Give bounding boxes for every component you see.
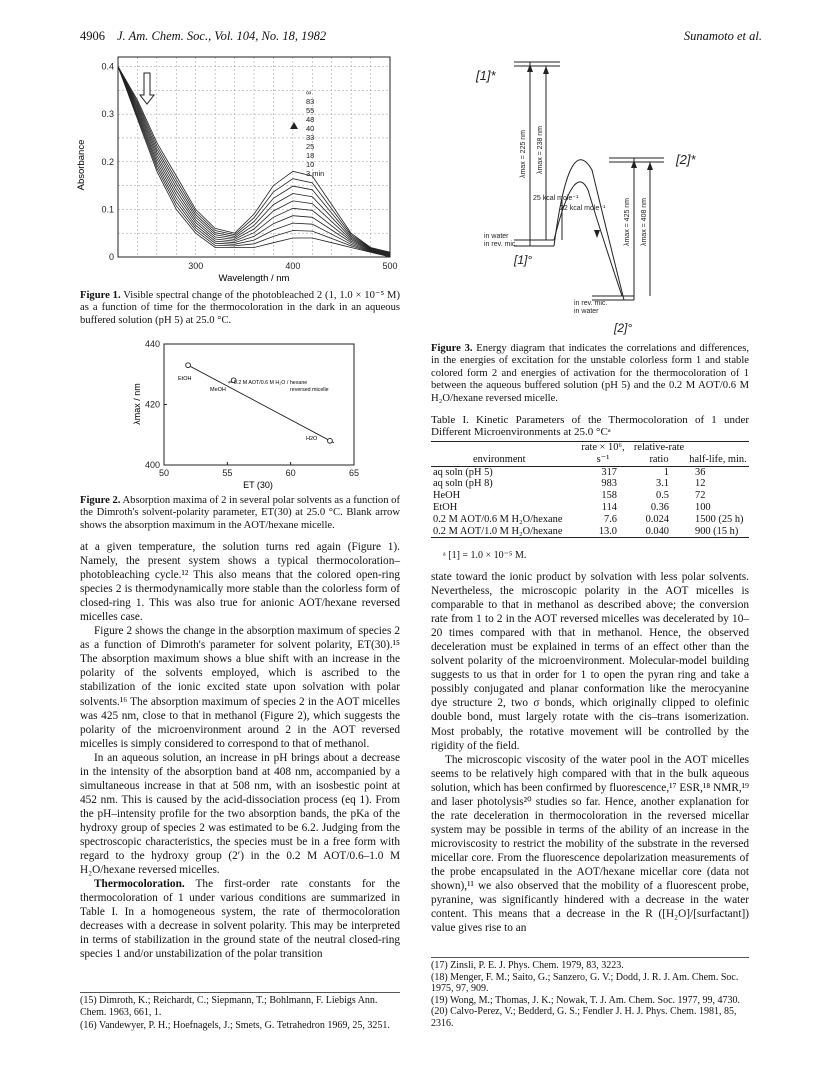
figure1-ytick-label: 0.1 (101, 204, 114, 215)
table1-header-rate: rate × 10⁶, s⁻¹ (581, 442, 625, 465)
table1-body (431, 466, 749, 538)
figure2-xtick-label: 50 (158, 468, 170, 478)
figure1-ytick-label: 0.4 (101, 61, 114, 72)
figure1-xtick-label: 500 (382, 261, 398, 271)
table-cell: 114 (601, 501, 617, 513)
table1-header-halflife: half-life, min. (689, 453, 747, 465)
table-cell: 100 (695, 501, 711, 513)
figure1-time-label: 3 min (306, 169, 325, 178)
running-authors: Sunamoto et al. (683, 29, 762, 43)
figure1-down-arrow (140, 73, 154, 104)
right-paragraph-1: state toward the ionic product by solvation with less polar solvents. Nevertheless, the microscopic polarity in the AOT micelles is comparable to that in methanol as described above; the conversion rate from 1 to 2 in the AOT reversed micelles was decelerated by 10–20 times compared with that in methanol. Hence, the observed deceleration must be explained in terms of an effect other than the solvent polarity of the microenvironment. Molecular-model building suggests to us that in order for 1 to open the pyran ring and take a possibly conjugated and planar conformation like the merocyanine dye structure 2, two σ bonds, which originally clipped to olefinic double bond, must largely rotate with the cis–trans isomerization. Most probably, the rotative movement will be controlled by the rigidity of the field. (431, 571, 749, 752)
figure1-up-arrow (290, 122, 298, 129)
lambda-408: λmax = 408 nm (641, 197, 648, 247)
figure2-axis-ticks (145, 339, 359, 478)
figure1-time-label: 83 (306, 97, 315, 106)
table-row (431, 490, 749, 502)
figure2-ytick-label: 400 (144, 460, 160, 470)
energy-22: 22 kcal mole⁻¹ (560, 205, 606, 212)
env-water-2: in water (574, 308, 599, 315)
figure2-caption: Figure 2. Absorption maxima of 2 in several polar solvents as a function of the Dimroth's solvent-polarity parameter, ET(30) at 25.0 °C. Blank arrow shows the absorption maximum in the AOT/hexane micelle. (80, 495, 400, 531)
label-1-excited: [1]* (476, 68, 496, 83)
label-2-excited: [2]* (676, 152, 696, 167)
lambda-225: λmax = 225 nm (520, 129, 527, 179)
table-row (431, 478, 749, 490)
figure2-label-etoh: EtOH (178, 376, 192, 382)
table-cell: 983 (601, 478, 617, 490)
figure2-marks (186, 363, 334, 443)
left-paragraph-3: In an aqueous solution, an increase in pH brings about a decrease in the intensity of the absorption band at 408 nm, accompanied by a simultaneous increase in that at 508 nm, with an isosbestic point at 452 nm. This is caused by the acid-dissociation process (eq 1). From the pH–intensity profile for the two absorption bands, the pKa of the hydroxy group of species 2 was estimated to be 6.2. Judging from the spectroscopic characteristics, the species must be in a free form with regard to the hydroxy group (2′) in the 0.2 M AOT/0.6–1.0 M H₂O/hexane reversed micelles. (80, 751, 400, 877)
label-2-ground: [2]° (614, 321, 633, 335)
figure2-point (328, 438, 333, 443)
table-cell: EtOH (433, 501, 458, 513)
page-number: 4906 (80, 29, 105, 43)
right-footnote-rule (431, 957, 749, 958)
env-revmic-1: in rev. mic. (484, 241, 518, 248)
table1 (431, 441, 749, 538)
left-paragraph-2: Figure 2 shows the change in the absorption maximum of species 2 as a function of Dimroth's parameter for solvent polarity, ET(30).¹⁵ The absorption maximum shows a blue shift with an increase in the polarity of the solvents employed, which is ascribed to the stabilization of the ionic excited state upon solvation with polar solvents.¹⁶ The absorption maximum of species 2 in the AOT micelles was 425 nm, close to that in methanol (Figure 2), which suggests the polarity of the microenvironment around 2 in the AOT reversed micelles is simply considered to correspond to that of methanol. (80, 625, 400, 750)
journal-citation: J. Am. Chem. Soc., Vol. 104, No. 18, 1982 (117, 29, 327, 43)
figure2-note-line1: ⇐ 0.2 M AOT/0.6 M H₂O / hexane (228, 380, 308, 386)
figure2-label-h2o: H2O (306, 436, 318, 442)
figure1-time-label: 33 (306, 133, 315, 142)
lambda-425: λmax = 425 nm (624, 197, 631, 247)
table1-title: Table I. Kinetic Parameters of the Thermocoloration of 1 under Different Microenvironments at 25.0 °Cᵃ (431, 414, 749, 439)
figure2-label-meoh: MeOH (210, 387, 226, 393)
table-cell: 7.6 (604, 513, 617, 525)
figure2-ytick-label: 440 (144, 339, 160, 349)
figure1-ylabel: Absorbance (76, 139, 87, 191)
table-row (431, 502, 749, 514)
figure1-ytick-label: 0.3 (101, 109, 114, 120)
table-row (431, 514, 749, 526)
figure1-xtick-label: 300 (188, 261, 204, 271)
table-cell: 12 (695, 478, 706, 490)
table-row (431, 526, 749, 538)
table-cell: 158 (601, 490, 617, 502)
table-cell: 0.5 (656, 490, 669, 502)
figure1-time-labels (306, 88, 324, 178)
figure1-time-label: 48 (306, 115, 315, 124)
figure1-time-label: 55 (306, 106, 315, 115)
table-cell: 36 (695, 466, 706, 478)
left-footnotes: (15) Dimroth, K.; Reichardt, C.; Siepmann, T.; Bohlmann, F. Liebigs Ann. Chem. 1963, 661, 1. (16) Vandewyer, P. H.; Hoefnagels, J.; Smets, G. Tetrahedron 1969, 25, 3251. (80, 995, 390, 1032)
table-cell: 1 (663, 466, 669, 478)
table-row (431, 466, 749, 478)
table1-header-ratio: relative-rate ratio (633, 442, 685, 465)
energy-25: 25 kcal mole⁻¹ (533, 195, 579, 202)
figure1-time-label: ∞ (306, 88, 312, 97)
figure1-grid (118, 57, 390, 257)
figure2-trend-line (188, 365, 334, 443)
right-paragraph-2: The microscopic viscosity of the water pool in the AOT micelles seems to be relatively high compared with that in the bulk aqueous solution, which has been confirmed by fluorescence,¹⁷ ESR,¹⁸ NMR,¹⁹ and laser photolysis²⁰ studies so far. Hence, another explanation for the rate deceleration in thermocoloration in the reversed micellar system may be possible in terms of the ability of an increase in the microviscosity to restrict the mobility of the substrate in the reversed micellar core. From the fluorescence depolarization measurements of the probe encapsulated in the AOT/hexane micellar core (data not shown),¹¹ we also observed that the mobility of a fluorescent probe, pyranine, was significantly hindered with a decrease in the water content. This means that a decrease in the R ([H₂O]/[surfactant]) value gives rise to an (431, 753, 749, 935)
figure2-xtick-label: 65 (348, 468, 360, 478)
figure1-caption: Figure 1. Visible spectral change of the photobleached 2 (1, 1.0 × 10⁻⁵ M) as a function of time for the thermocoloration in the dark in an aqueous buffered solution (pH 5) at 25.0 °C. (80, 290, 400, 326)
figure2-frame (164, 344, 354, 465)
label-1-ground: [1]° (514, 253, 533, 267)
figure2-ylabel: λmax / nm (132, 383, 142, 425)
figure1-spectral-chart (74, 55, 398, 287)
table-cell: 317 (601, 466, 617, 478)
figure3-energy-diagram (474, 50, 744, 340)
table-cell: 900 (15 h) (695, 525, 739, 537)
figure2-point (186, 363, 191, 368)
figure1-xtick-label: 400 (285, 261, 301, 271)
figure3-caption: Figure 3. Energy diagram that indicates the correlations and differences, in the energies of excitation for the unstable colorless form 1 and stable colored form 2 and energies of activation for the thermocoloration of 1 between the aqueous buffered solution (pH 5) and the 0.2 M AOT/0.6 M H₂O/hexane reversed micelle. (431, 343, 749, 404)
figure1-time-label: 40 (306, 124, 315, 133)
table1-footnote: ᵃ [1] = 1.0 × 10⁻⁵ M. (443, 550, 527, 561)
right-column-text (431, 570, 749, 935)
figure2-xtick-label: 60 (285, 468, 296, 478)
table-cell: aq soln (pH 8) (433, 478, 493, 490)
table-cell: 0.2 M AOT/1.0 M H₂O/hexane (433, 525, 563, 537)
figure1-time-label: 25 (306, 142, 315, 151)
figure2-xtick-label: 55 (222, 468, 233, 478)
table-cell: 72 (695, 490, 706, 502)
table-cell: 0.024 (645, 513, 669, 525)
figure1-ytick-label: 0.2 (101, 156, 114, 167)
table-cell: 1500 (25 h) (695, 513, 744, 525)
figure1-time-label: 18 (306, 151, 315, 160)
env-revmic-2: in rev. mic. (574, 300, 608, 307)
left-footnote-rule (80, 992, 400, 993)
left-column-text (80, 540, 400, 961)
lambda-238: λmax = 238 nm (537, 125, 544, 175)
figure1-xlabel: Wavelength / nm (218, 273, 290, 284)
table-cell: 0.2 M AOT/0.6 M H₂O/hexane (433, 513, 563, 525)
figure2-xlabel: ET (30) (243, 480, 273, 490)
table-cell: HeOH (433, 490, 461, 502)
left-paragraph-1: at a given temperature, the solution turns red again (Figure 1). Namely, the present system shows a typical thermocoloration–photobleaching cycle.¹² This also means that the colored open-ring species 2 is thermodynamically more stable than the colorless form of closed-ring 1. This was also true for anionic AOT/hexane reversed micelles case. (80, 541, 400, 624)
figure1-ytick-label: 0 (108, 252, 114, 262)
table-cell: 0.040 (645, 525, 669, 537)
figure2-note-line2: reversed micelle (290, 387, 329, 393)
figure1-time-label: 10 (306, 160, 315, 169)
table-cell: aq soln (pH 5) (433, 466, 493, 478)
left-paragraph-4: Thermocoloration. The first-order rate constants for the thermocoloration of 1 under various conditions are summarized in Table I. In a homogeneous system, the rate of thermocoloration decreases with a decrease in solvent polarity. This may be interpreted in terms of stabilization in the ground state of the neutral closed-ring species 1 and/or unstabilization of the polar transition (80, 878, 400, 961)
table-cell: 13.0 (598, 525, 617, 537)
env-water-1: in water (484, 233, 509, 240)
table1-header-environment: environment (473, 453, 526, 465)
table-cell: 3.1 (656, 478, 669, 490)
figure2-polarity-chart (130, 338, 370, 494)
right-footnotes: (17) Zinsli, P. E. J. Phys. Chem. 1979, 83, 3223. (18) Menger, F. M.; Saito, G.; Sanzero, G. V.; Dodd, J. R. J. Am. Chem. Soc. 1975, 97, 909. (19) Wong, M.; Thomas, J. K.; Nowak, T. J. Am. Chem. Soc. 1977, 99, 4730. (20) Calvo-Perez, V.; Bedderd, G. S.; Fendler J. H. J. Phys. Chem. 1981, 85, 2316. (431, 960, 741, 1029)
table-cell: 0.36 (650, 501, 669, 513)
figure2-ytick-label: 420 (144, 399, 160, 410)
